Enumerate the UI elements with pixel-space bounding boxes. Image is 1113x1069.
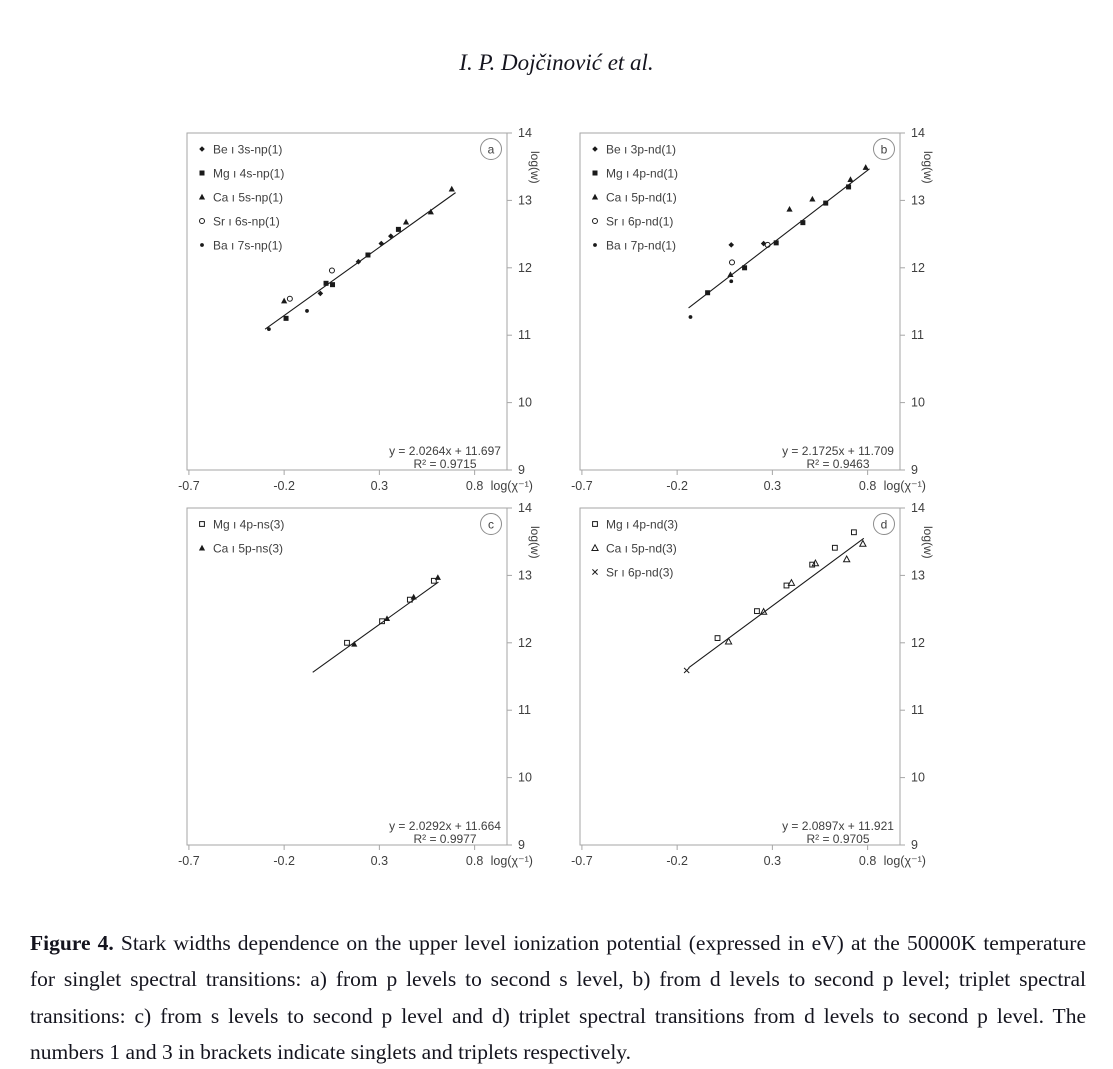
- x-tick-label: -0.2: [273, 854, 295, 868]
- figure-caption: [30, 925, 1086, 1069]
- data-point: [832, 545, 837, 550]
- data-point: [330, 282, 335, 287]
- y-tick-label: 11: [518, 328, 531, 343]
- data-point: [345, 640, 350, 645]
- data-point: [863, 164, 869, 170]
- data-point: [592, 146, 598, 152]
- data-point: [823, 201, 828, 206]
- running-head: I. P. Dojčinović et al.: [459, 50, 654, 75]
- legend-item: [593, 215, 674, 229]
- data-point: [281, 298, 287, 304]
- panel-letter-text: a: [487, 142, 495, 157]
- fit-line: [689, 538, 864, 668]
- data-point: [846, 184, 851, 189]
- data-point: [403, 219, 409, 225]
- data-point: [592, 545, 598, 551]
- panel-letter-text: b: [880, 142, 888, 157]
- data-point: [200, 522, 205, 527]
- y-axis-label: log(w): [528, 526, 542, 559]
- y-tick-label: 14: [911, 126, 925, 140]
- data-point: [860, 541, 866, 547]
- legend-item-label: Be ı 3s-np(1): [213, 142, 283, 157]
- series-points: [725, 541, 865, 644]
- data-point: [305, 309, 309, 313]
- fit-line: [313, 582, 439, 672]
- plot-frame: [580, 133, 900, 470]
- y-tick-label: 10: [518, 395, 532, 410]
- data-point: [809, 196, 815, 202]
- x-axis-label: log(χ⁻¹): [490, 479, 533, 493]
- legend-item: [199, 191, 283, 205]
- data-point: [788, 580, 794, 586]
- figure-caption-label: Figure 4.: [30, 930, 114, 955]
- x-tick-label: -0.2: [666, 479, 688, 493]
- x-tick-label: -0.7: [571, 479, 593, 493]
- fit-equation: y = 2.0897x + 11.921: [782, 819, 894, 833]
- legend-item: [199, 542, 283, 556]
- panel-letter: [874, 139, 895, 160]
- y-tick-label: 11: [911, 328, 924, 343]
- legend-item: [200, 239, 282, 253]
- data-point: [847, 176, 853, 182]
- data-point: [774, 240, 779, 245]
- y-axis-label: log(w): [921, 151, 935, 184]
- plot-panel-c: [157, 498, 577, 883]
- fit-equation: y = 2.1725x + 11.709: [782, 444, 894, 458]
- data-point: [689, 315, 693, 319]
- data-point: [378, 241, 384, 247]
- data-point: [742, 265, 747, 270]
- legend-item: [200, 215, 280, 229]
- data-point: [812, 560, 818, 566]
- x-tick-label: -0.7: [571, 854, 593, 868]
- data-point: [435, 574, 441, 580]
- legend: [592, 518, 678, 580]
- y-tick-label: 11: [518, 703, 531, 718]
- series-points: [727, 164, 868, 277]
- data-point: [329, 268, 334, 273]
- data-point: [384, 615, 390, 621]
- x-tick-label: 0.3: [763, 854, 782, 868]
- data-point: [592, 569, 597, 574]
- legend-item-label: Ba ı 7s-np(1): [213, 238, 283, 253]
- y-tick-label: 12: [518, 260, 532, 275]
- x-tick-label: 0.8: [858, 854, 877, 868]
- panel-letter-text: d: [880, 517, 888, 532]
- legend-item-label: Ba ı 7p-nd(1): [606, 238, 677, 253]
- legend-item: [200, 518, 285, 532]
- legend-item: [593, 167, 679, 181]
- data-point: [411, 594, 417, 600]
- legend-item-label: Ca ı 5p-ns(3): [213, 541, 284, 556]
- legend-item: [199, 143, 282, 157]
- y-tick-label: 9: [518, 463, 525, 477]
- data-point: [715, 636, 720, 641]
- plot-frame: [580, 508, 900, 845]
- series-points: [281, 186, 455, 304]
- data-point: [287, 296, 292, 301]
- data-point: [728, 242, 734, 248]
- y-tick-label: 13: [518, 193, 532, 208]
- x-tick-label: 0.8: [465, 854, 484, 868]
- series-points: [351, 574, 441, 646]
- y-tick-label: 12: [911, 260, 925, 275]
- x-tick-label: 0.3: [370, 479, 389, 493]
- plot-panel-d: [550, 498, 970, 883]
- x-tick-label: 0.3: [763, 479, 782, 493]
- legend-item-label: Ca ı 5p-nd(3): [606, 541, 677, 556]
- data-point: [396, 227, 401, 232]
- data-point: [365, 252, 370, 257]
- fit-line: [689, 169, 870, 308]
- panel-letter: [481, 514, 502, 535]
- data-point: [593, 522, 598, 527]
- data-point: [729, 279, 733, 283]
- data-point: [199, 146, 205, 152]
- legend-item-label: Mg ı 4p-ns(3): [213, 517, 285, 532]
- fit-equation: y = 2.0292x + 11.664: [389, 819, 501, 833]
- plot-panel-b: [550, 123, 970, 508]
- y-axis-label: log(w): [921, 526, 935, 559]
- legend-item: [200, 167, 285, 181]
- legend-item-label: Ca ı 5s-np(1): [213, 190, 284, 205]
- data-point: [324, 281, 329, 286]
- legend-item: [592, 143, 676, 157]
- legend-item-label: Be ı 3p-nd(1): [606, 142, 677, 157]
- data-point: [284, 316, 289, 321]
- legend-item-label: Mg ı 4p-nd(3): [606, 517, 679, 532]
- y-tick-label: 9: [518, 838, 525, 852]
- legend: [592, 143, 678, 253]
- data-point: [730, 260, 735, 265]
- legend-item-label: Sr ı 6p-nd(1): [606, 214, 674, 229]
- x-tick-label: 0.8: [858, 479, 877, 493]
- x-tick-label: -0.7: [178, 854, 200, 868]
- y-tick-label: 9: [911, 838, 918, 852]
- y-tick-label: 13: [911, 193, 925, 208]
- y-tick-label: 10: [911, 770, 925, 785]
- data-point: [449, 186, 455, 192]
- legend-item-label: Sr ı 6s-np(1): [213, 214, 280, 229]
- data-point: [267, 327, 271, 331]
- panel-letter-text: c: [488, 517, 494, 532]
- y-tick-label: 10: [911, 395, 925, 410]
- y-tick-label: 9: [911, 463, 918, 477]
- data-point: [593, 219, 598, 224]
- series-points: [689, 279, 734, 319]
- data-point: [761, 609, 767, 615]
- fit-r2: R² = 0.9715: [413, 457, 477, 471]
- y-tick-label: 12: [518, 635, 532, 650]
- data-point: [852, 530, 857, 535]
- x-tick-label: -0.2: [666, 854, 688, 868]
- y-axis-label: log(w): [528, 151, 542, 184]
- y-tick-label: 10: [518, 770, 532, 785]
- y-tick-label: 11: [911, 703, 924, 718]
- data-point: [593, 243, 597, 247]
- series-points: [715, 530, 856, 641]
- data-point: [592, 194, 598, 200]
- legend-item: [592, 566, 673, 580]
- x-axis-label: log(χ⁻¹): [490, 854, 533, 868]
- y-tick-label: 14: [911, 501, 925, 515]
- series-points: [728, 241, 766, 248]
- legend-item-label: Sr ı 6p-nd(3): [606, 565, 674, 580]
- plot-frame: [187, 133, 507, 470]
- panel-letter: [874, 514, 895, 535]
- legend-item-label: Mg ı 4s-np(1): [213, 166, 285, 181]
- data-point: [199, 194, 205, 200]
- y-tick-label: 14: [518, 126, 532, 140]
- fit-r2: R² = 0.9463: [806, 457, 870, 471]
- x-tick-label: 0.3: [370, 854, 389, 868]
- legend-item: [593, 239, 676, 253]
- data-point: [200, 219, 205, 224]
- x-axis-label: log(χ⁻¹): [883, 479, 926, 493]
- data-point: [705, 290, 710, 295]
- legend-item-label: Mg ı 4p-nd(1): [606, 166, 679, 181]
- data-point: [844, 556, 850, 562]
- fit-equation: y = 2.0264x + 11.697: [389, 444, 501, 458]
- data-point: [725, 638, 731, 644]
- fit-r2: R² = 0.9705: [806, 832, 870, 846]
- panel-letter: [481, 139, 502, 160]
- x-tick-label: 0.8: [465, 479, 484, 493]
- legend-item: [592, 542, 677, 556]
- x-tick-label: -0.2: [273, 479, 295, 493]
- fit-r2: R² = 0.9977: [413, 832, 477, 846]
- legend-item: [593, 518, 678, 532]
- legend-item-label: Ca ı 5p-nd(1): [606, 190, 677, 205]
- data-point: [199, 545, 205, 551]
- data-point: [593, 171, 598, 176]
- data-point: [800, 220, 805, 225]
- plot-panel-a: [157, 123, 577, 508]
- figure-caption-text: Stark widths dependence on the upper level ionization potential (expressed in eV) at the 50000K temperature for singlet spectral transitions: a) from p levels to second s level, b) from d levels to second p level; triplet spectral transitions: c) from s levels to second p level and d) triplet spectral transitions from d levels to second p level. The numbers 1 and 3 in brackets indicate singlets and triplets respectively.: [30, 930, 1086, 1064]
- legend-item: [592, 191, 677, 205]
- x-axis-label: log(χ⁻¹): [883, 854, 926, 868]
- legend: [199, 143, 284, 253]
- y-tick-label: 13: [911, 568, 925, 583]
- series-points: [684, 668, 689, 673]
- y-tick-label: 14: [518, 501, 532, 515]
- data-point: [200, 243, 204, 247]
- data-point: [200, 171, 205, 176]
- plot-frame: [187, 508, 507, 845]
- y-tick-label: 12: [911, 635, 925, 650]
- data-point: [684, 668, 689, 673]
- legend: [199, 518, 284, 556]
- x-tick-label: -0.7: [178, 479, 200, 493]
- y-tick-label: 13: [518, 568, 532, 583]
- data-point: [786, 206, 792, 212]
- data-point: [755, 609, 760, 614]
- series-points: [345, 578, 437, 645]
